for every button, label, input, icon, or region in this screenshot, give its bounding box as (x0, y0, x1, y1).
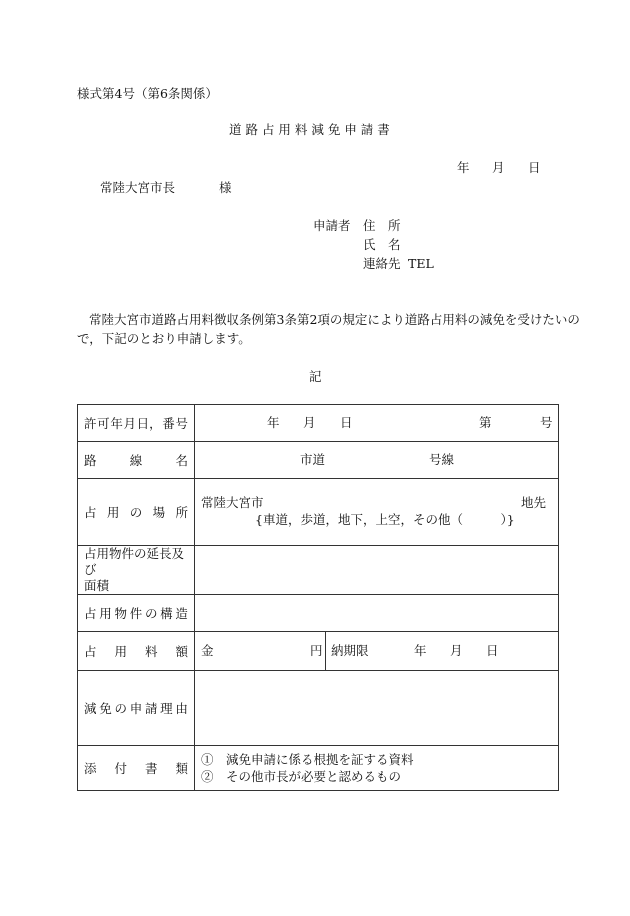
fee-deadline-cell[interactable] (326, 632, 559, 671)
route-number-suffix: 号線 (429, 452, 455, 467)
length-area-row (78, 546, 559, 595)
structure-value-cell[interactable] (195, 595, 559, 632)
permit-dai: 第 (479, 415, 492, 430)
reason-label: 減 免 の 申 請 理 由 (84, 701, 188, 716)
fee-row (78, 632, 559, 671)
date-year: 年 (457, 160, 470, 175)
applicant-contact-label: 連絡先 (363, 256, 401, 271)
applicant-address-label: 住 所 (363, 218, 401, 233)
fee-label: 占 用 料 額 (84, 644, 188, 659)
permit-month: 月 (303, 415, 316, 430)
route-city-road: 市道 (300, 452, 326, 467)
attachments-row (78, 746, 559, 791)
reason-row (78, 671, 559, 746)
fee-deadline-month: 月 (450, 643, 463, 658)
permit-label: 許 可 年 月 日， 番 号 (84, 416, 188, 431)
permit-day: 日 (340, 415, 353, 430)
attachment-item: ② その他市長が必要と認めるもの (201, 769, 402, 784)
fee-deadline-year: 年 (414, 643, 427, 658)
route-label: 路 線 名 (84, 453, 188, 468)
place-value-cell[interactable] (195, 479, 559, 546)
addressee-honorific: 様 (219, 180, 232, 195)
fee-deadline-day: 日 (486, 643, 499, 658)
addressee-name: 常陸大宮市長 (100, 180, 176, 195)
place-city: 常陸大宮市 (201, 495, 264, 510)
attachments-label: 添 付 書 類 (84, 761, 188, 776)
document-title: 道 路 占 用 料 減 免 申 請 書 (229, 122, 390, 137)
place-row (78, 479, 559, 546)
structure-label: 占 用 物 件 の 構 造 (84, 606, 188, 621)
permit-go: 号 (540, 415, 553, 430)
length-area-value-cell[interactable] (195, 546, 559, 595)
attachments-value-cell (195, 746, 559, 791)
applicant-name-label: 氏 名 (363, 237, 401, 252)
permit-value-cell[interactable] (195, 405, 559, 442)
body-text-line1: 常陸大宮市道路占用料徴収条例第3条第2項の規定により道路占用料の減免を受けたいの (89, 312, 580, 327)
date-day: 日 (528, 160, 541, 175)
route-row (78, 442, 559, 479)
fee-deadline-label: 納期限 (331, 643, 369, 658)
reason-value-cell[interactable] (195, 671, 559, 746)
route-value-cell[interactable] (195, 442, 559, 479)
place-label: 占 用 の 場 所 (84, 505, 188, 520)
date-month: 月 (492, 160, 505, 175)
body-text-line2: で，下記のとおり申請します。 (77, 331, 251, 346)
ki-heading: 記 (309, 369, 322, 384)
fee-kin: 金 (201, 643, 214, 658)
form-number: 様式第4号（第6条関係） (77, 86, 218, 101)
permit-year: 年 (267, 415, 280, 430)
fee-amount-cell[interactable] (195, 632, 326, 671)
place-chisaki: 地先 (521, 495, 547, 510)
application-table (77, 404, 559, 791)
length-area-label: 占用物件の延長及び 面積 (84, 546, 185, 593)
attachment-item: ① 減免申請に係る根拠を証する資料 (201, 752, 414, 767)
applicant-tel-label: TEL (408, 256, 434, 271)
permit-row (78, 405, 559, 442)
place-options: {車道，歩道，地下，上空，その他（ ）} (255, 512, 515, 527)
structure-row (78, 595, 559, 632)
fee-yen: 円 (310, 643, 323, 658)
applicant-label: 申請者 (313, 218, 351, 233)
